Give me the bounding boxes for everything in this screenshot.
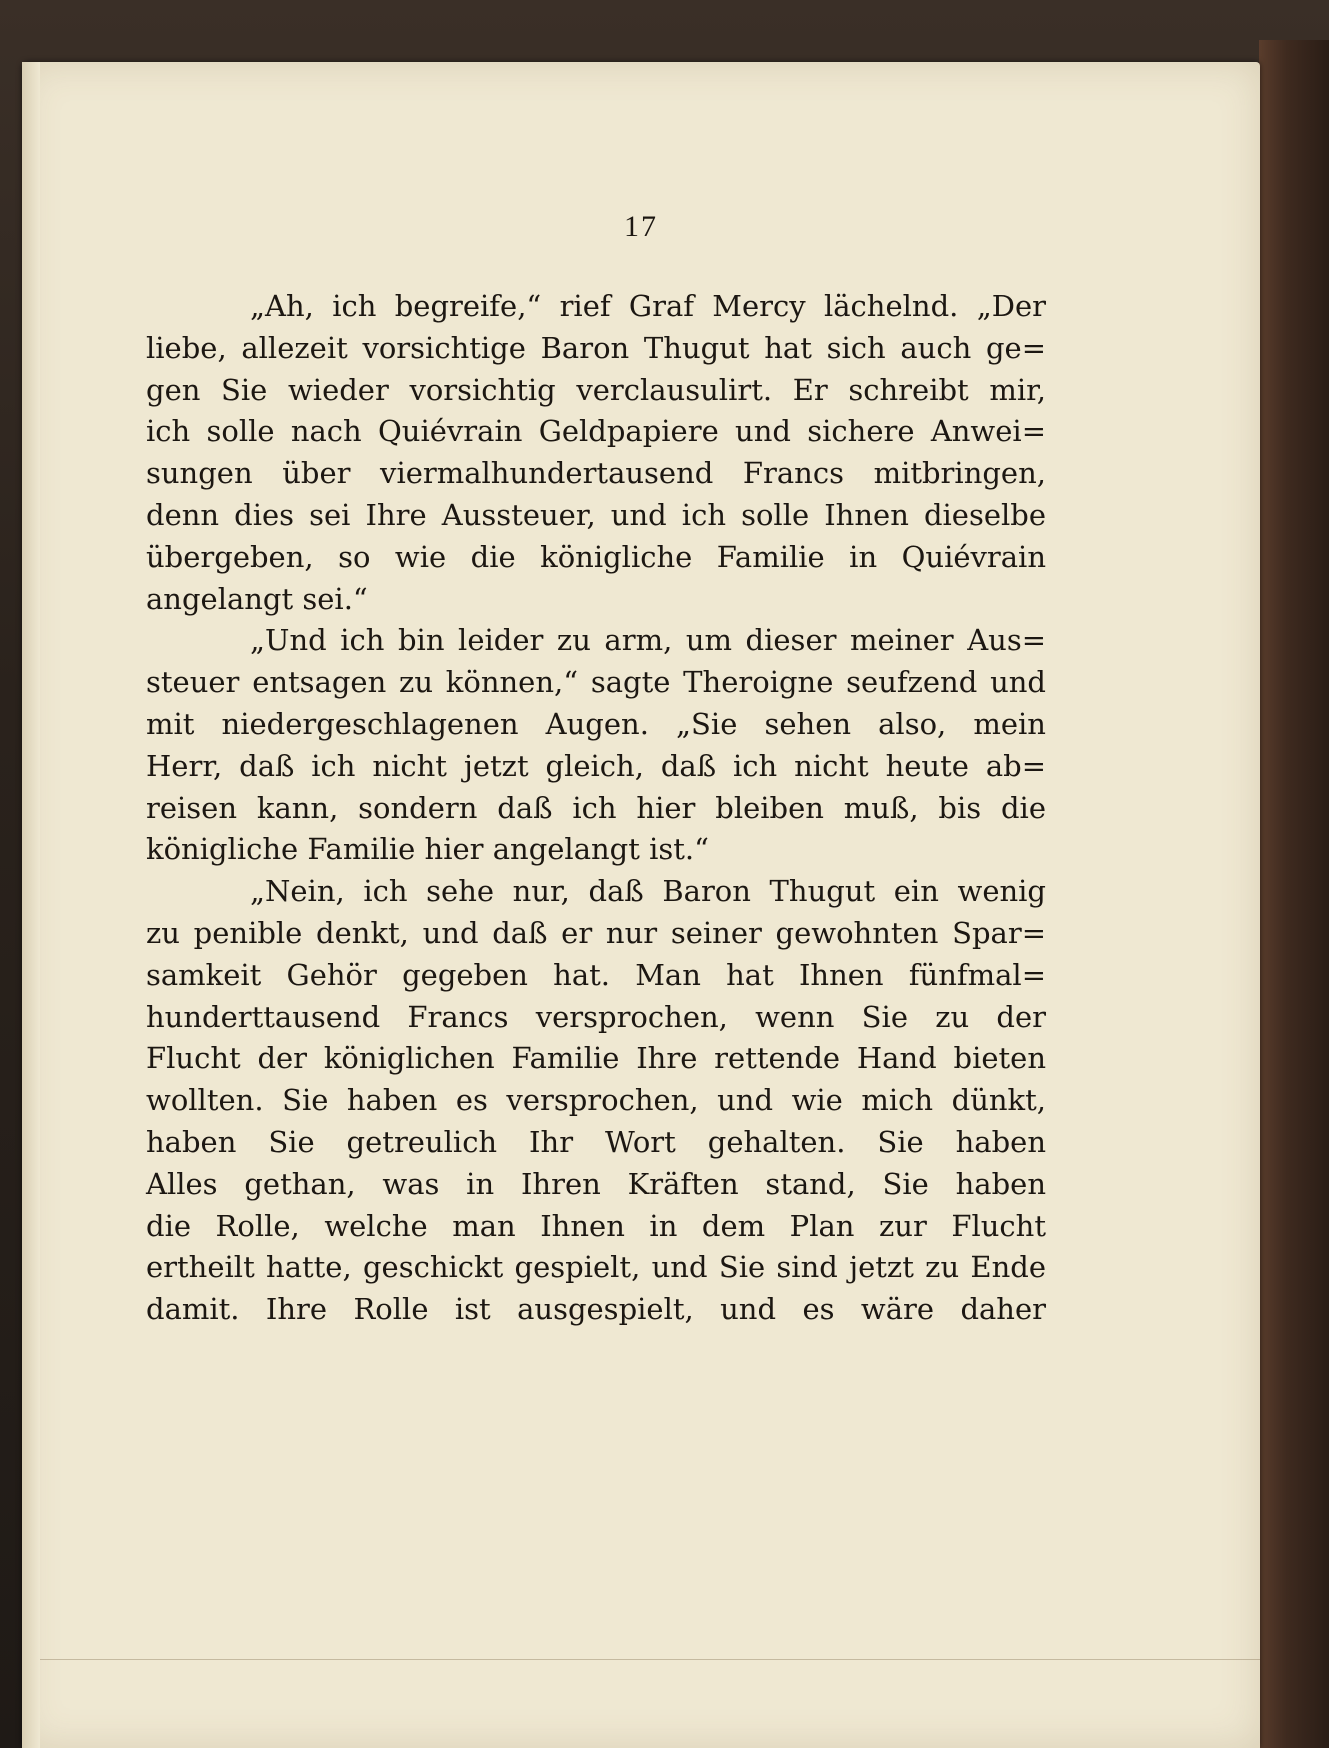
text-line: Herr, daß ich nicht jetzt gleich, daß ich nicht heute ab= bbox=[146, 748, 1046, 783]
text-line: mit niedergeschlagenen Augen. „Sie sehen also, mein bbox=[146, 706, 1046, 741]
text-line: königliche Familie hier angelangt ist.“ bbox=[146, 832, 709, 867]
text-line: ertheilt hatte, geschickt gespielt, und Sie sind jetzt zu Ende bbox=[146, 1250, 1046, 1285]
text-line: zu penible denkt, und daß er nur seiner gewohnten Spar= bbox=[146, 915, 1046, 950]
text-line: „Nein, ich sehe nur, daß Baron Thugut ein wenig bbox=[250, 874, 1046, 909]
text-line: die Rolle, welche man Ihnen in dem Plan zur Flucht bbox=[146, 1208, 1046, 1243]
text-line: gen Sie wieder vorsichtig verclausulirt. Er schreibt mir, bbox=[146, 372, 1046, 407]
text-line: damit. Ihre Rolle ist ausgespielt, und es wäre daher bbox=[146, 1292, 1046, 1327]
book-page bbox=[22, 62, 1260, 1748]
text-line: „Und ich bin leider zu arm, um dieser meiner Aus= bbox=[250, 623, 1046, 658]
text-line: haben Sie getreulich Ihr Wort gehalten. Sie haben bbox=[146, 1124, 1046, 1159]
text-line: „Ah, ich begreife,“ rief Graf Mercy lächelnd. „Der bbox=[250, 289, 1046, 323]
body-text bbox=[146, 286, 1046, 1331]
text-line: angelangt sei.“ bbox=[146, 581, 368, 616]
text-line: übergeben, so wie die königliche Familie in Quiévrain bbox=[146, 539, 1046, 574]
book-spine-edge bbox=[1259, 40, 1329, 1748]
text-line: Flucht der königlichen Familie Ihre rettende Hand bieten bbox=[146, 1041, 1046, 1076]
text-line: denn dies sei Ihre Aussteuer, und ich solle Ihnen dieselbe bbox=[146, 497, 1046, 532]
text-line: hunderttausend Francs versprochen, wenn Sie zu der bbox=[146, 999, 1046, 1034]
text-line: steuer entsagen zu können,“ sagte Theroigne seufzend und bbox=[146, 665, 1046, 700]
page-number: 17 bbox=[624, 210, 658, 243]
text-line: liebe, allezeit vorsichtige Baron Thugut hat sich auch ge= bbox=[146, 330, 1046, 365]
page-gutter-shadow bbox=[22, 62, 40, 1748]
text-line: ich solle nach Quiévrain Geldpapiere und sichere Anwei= bbox=[146, 414, 1046, 449]
text-line: wollten. Sie haben es versprochen, und wie mich dünkt, bbox=[146, 1083, 1046, 1118]
text-line: Alles gethan, was in Ihren Kräften stand, Sie haben bbox=[146, 1166, 1046, 1201]
text-line: reisen kann, sondern daß ich hier bleiben muß, bis die bbox=[146, 790, 1046, 825]
text-line: samkeit Gehör gegeben hat. Man hat Ihnen fünfmal= bbox=[146, 957, 1046, 992]
text-line: sungen über viermalhundertausend Francs mitbringen, bbox=[146, 456, 1046, 491]
page-fold-line bbox=[40, 1659, 1260, 1660]
